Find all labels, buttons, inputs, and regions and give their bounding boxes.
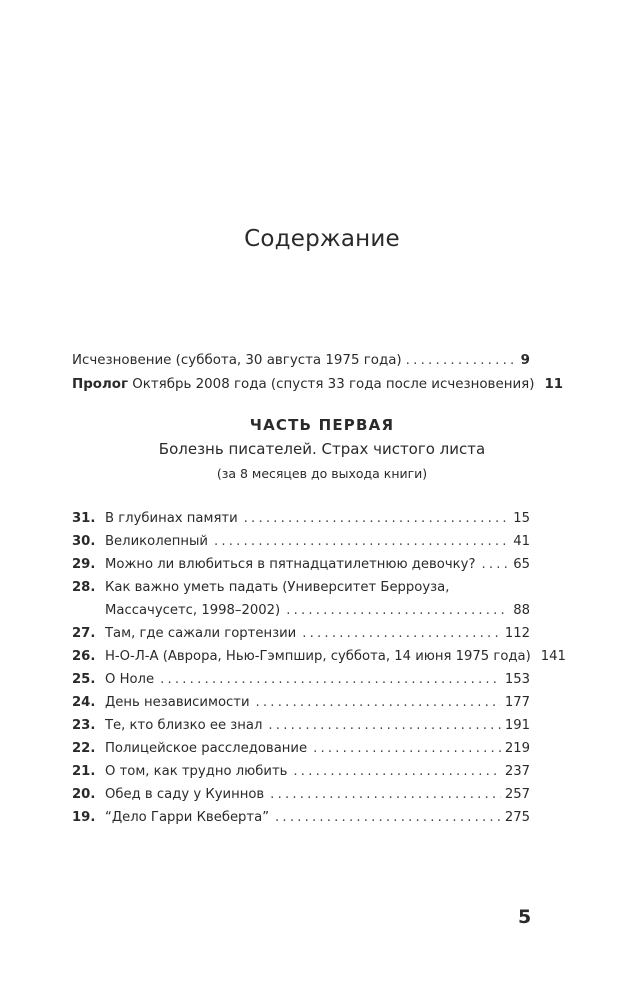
leader-dots: [313, 740, 501, 758]
leader-dots: [160, 671, 501, 689]
chapter-row[interactable]: [72, 533, 530, 551]
chapter-number: 29.: [72, 557, 96, 572]
chapter-page: 191: [504, 718, 530, 733]
leader-dots: [268, 717, 500, 735]
chapter-number: 21.: [72, 764, 96, 779]
part-subtitle: Болезнь писателей. Страх чистого листа: [158, 440, 486, 458]
chapter-row[interactable]: [72, 625, 530, 643]
chapter-title: Полицейское расследование: [105, 741, 308, 756]
chapter-page: 257: [504, 787, 530, 802]
leader-dots: [256, 694, 501, 712]
leader-dots: [244, 510, 510, 528]
chapter-row[interactable]: [72, 786, 530, 804]
chapter-page: 177: [504, 695, 530, 710]
chapter-title: Как важно уметь падать (Университет Берроуза,: [105, 580, 450, 595]
toc-entry-prefix: Пролог: [72, 377, 128, 392]
chapter-title: Н-О-Л-А (Аврора, Нью-Гэмпшир, суббота, 14 июня 1975 года): [105, 649, 531, 664]
chapter-row[interactable]: [72, 671, 530, 689]
leader-dots: [406, 352, 515, 370]
leader-dots: [214, 533, 509, 551]
leader-dots: [286, 602, 509, 620]
chapter-row[interactable]: [72, 763, 530, 781]
leader-dots: [293, 763, 500, 781]
toc-entry-prologue[interactable]: [72, 376, 564, 394]
chapter-row[interactable]: [72, 694, 530, 712]
chapter-number: 25.: [72, 672, 96, 687]
chapter-page: 219: [504, 741, 530, 756]
chapter-row-continuation[interactable]: [72, 602, 530, 620]
chapter-number: 30.: [72, 534, 96, 549]
part-note: (за 8 месяцев до выхода книги): [216, 466, 428, 481]
chapter-title: День независимости: [105, 695, 250, 710]
chapter-number: 26.: [72, 649, 96, 664]
chapter-number: 20.: [72, 787, 96, 802]
leader-dots: [481, 556, 509, 574]
chapter-row[interactable]: [72, 648, 566, 666]
chapter-number: 19.: [72, 810, 96, 825]
chapter-title: Обед в саду у Куиннов: [105, 787, 265, 802]
chapter-number: 28.: [72, 580, 96, 595]
chapter-number: 22.: [72, 741, 96, 756]
chapter-title: Великолепный: [105, 534, 208, 549]
toc-entry-page: 9: [520, 353, 530, 368]
chapter-page: 112: [504, 626, 530, 641]
chapter-number: 27.: [72, 626, 96, 641]
page-number: 5: [518, 906, 532, 928]
chapter-title: Там, где сажали гортензии: [105, 626, 297, 641]
chapter-title: О Ноле: [105, 672, 155, 687]
chapter-row[interactable]: [72, 717, 530, 735]
chapter-page: 153: [504, 672, 530, 687]
page-title: Содержание: [244, 226, 400, 252]
chapter-title-continuation: Массачусетс, 1998–2002): [105, 603, 281, 618]
toc-entry-label: Исчезновение (суббота, 30 августа 1975 года): [72, 353, 402, 368]
chapter-title: О том, как трудно любить: [105, 764, 288, 779]
chapter-number: 24.: [72, 695, 96, 710]
chapter-page: 65: [513, 557, 530, 572]
chapter-row[interactable]: [72, 579, 530, 597]
chapter-number: 23.: [72, 718, 96, 733]
chapter-row[interactable]: [72, 510, 530, 528]
toc-entry-text: Октябрь 2008 года (спустя 33 года после исчезновения): [128, 377, 535, 392]
chapter-number: 31.: [72, 511, 96, 526]
leader-dots: [270, 786, 501, 804]
chapter-title: “Дело Гарри Квеберта”: [105, 810, 270, 825]
chapter-page: 15: [513, 511, 530, 526]
chapter-row[interactable]: [72, 740, 530, 758]
chapter-row[interactable]: [72, 556, 530, 574]
toc-entry-disappearance[interactable]: [72, 352, 530, 370]
chapter-row[interactable]: [72, 809, 530, 827]
chapter-page: 237: [504, 764, 530, 779]
part-heading: ЧАСТЬ ПЕРВАЯ: [249, 416, 395, 434]
chapter-page: 141: [540, 649, 566, 664]
chapter-page: 41: [513, 534, 530, 549]
chapter-title: Можно ли влюбиться в пятнадцатилетнюю девочку?: [105, 557, 476, 572]
chapter-page: 88: [513, 603, 530, 618]
toc-entry-label: [72, 376, 534, 394]
leader-dots: [302, 625, 501, 643]
chapter-page: 275: [504, 810, 530, 825]
chapter-title: В глубинах памяти: [105, 511, 238, 526]
toc-entry-page: 11: [544, 377, 564, 392]
leader-dots: [275, 809, 501, 827]
chapter-title: Те, кто близко ее знал: [105, 718, 263, 733]
